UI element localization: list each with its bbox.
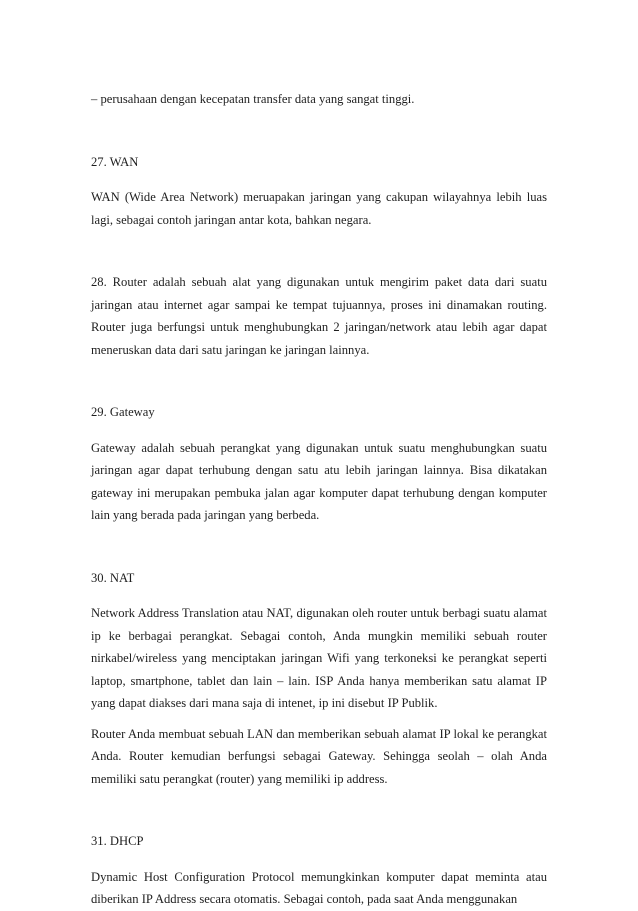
router-paragraph: 28. Router adalah sebuah alat yang digunakan untuk mengirim paket data dari suatu jaringan atau internet agar sampai ke tempat tujuannya, proses ini dinamakan routing. Router juga berfungsi untuk menghubungkan 2 jaringan/network atau lebih agar dapat meneruskan data dari satu jaringan ke jaringan lainnya. <box>91 275 547 357</box>
section-heading-dhcp: 31. DHCP <box>91 834 144 848</box>
wan-paragraph: WAN (Wide Area Network) meruapakan jaringan yang cakupan wilayahnya lebih luas lagi, sebagai contoh jaringan antar kota, bahkan negara. <box>91 190 547 227</box>
nat-paragraph-1: Network Address Translation atau NAT, digunakan oleh router untuk berbagi suatu alamat ip ke berbagai perangkat. Sebagai contoh, Anda mungkin memiliki sebuah router nirkabel/wireless yang menciptakan jaringan Wifi yang terkoneksi ke perangkat seperti laptop, smartphone, tablet dan lain – lain. ISP Anda hanya memberikan satu alamat IP yang dapat diakses dari mana saja di intenet, ip ini disebut IP Publik. <box>91 606 547 710</box>
intro-line: – perusahaan dengan kecepatan transfer data yang sangat tinggi. <box>91 92 415 106</box>
dhcp-paragraph: Dynamic Host Configuration Protocol memungkinkan komputer dapat meminta atau diberikan IP Address secara otomatis. Sebagai contoh, pada saat Anda menggunakan <box>91 869 547 906</box>
section-heading-gateway: 29. Gateway <box>91 405 155 419</box>
nat-paragraph-2: Router Anda membuat sebuah LAN dan memberikan sebuah alamat IP lokal ke perangkat Anda. Router kemudian berfungsi sebagai Gateway. Sehingga seolah – olah Anda memiliki satu perangkat (router) yang memiliki ip address. <box>91 726 547 786</box>
section-heading-nat: 30. NAT <box>91 570 135 585</box>
document-body <box>91 88 547 911</box>
gateway-paragraph: Gateway adalah sebuah perangkat yang digunakan untuk suatu menghubungkan suatu jaringan agar dapat terhubung dengan satu atu lebih jaringan lainnya. Bisa dikatakan gateway ini merupakan pembuka jalan agar komputer dapat terhubung dengan komputer lain yang berada pada jaringan yang berbeda. <box>91 440 547 522</box>
section-heading-wan: 27. WAN <box>91 154 139 169</box>
